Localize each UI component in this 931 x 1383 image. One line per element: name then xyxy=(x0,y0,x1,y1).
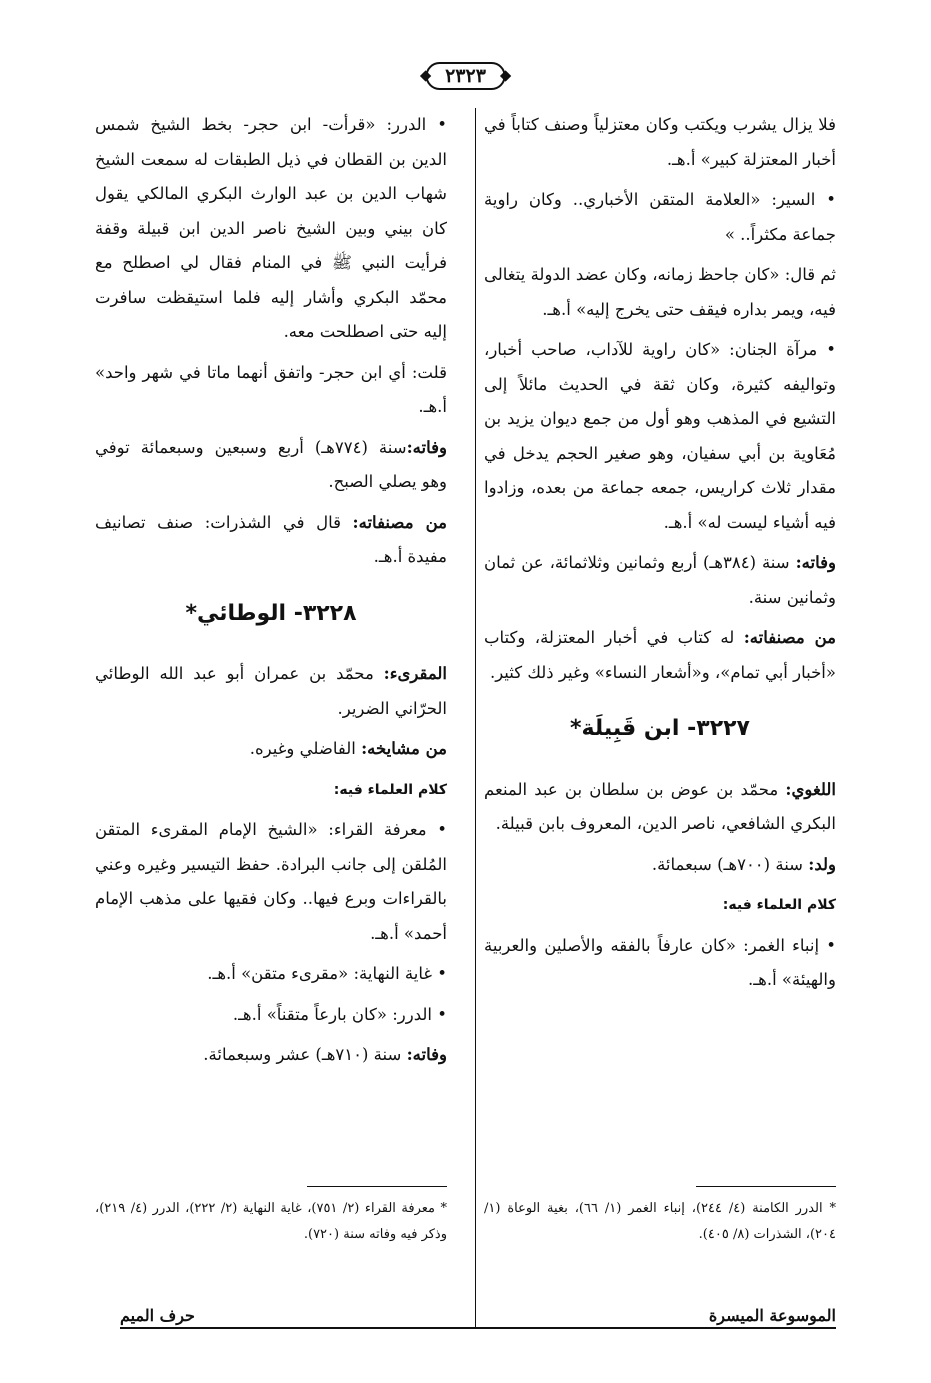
paragraph xyxy=(95,657,447,726)
paragraph: • الدرر: «كان بارعاً متقناً» أ.هـ. xyxy=(232,1004,447,1024)
paragraph xyxy=(95,1038,447,1073)
field-value: سنة (٣٨٤هـ) أربع وثمانين وثلاثمائة، عن ثمان وثمانين سنة. xyxy=(484,553,836,607)
field-label: وفاته: xyxy=(795,553,836,572)
paragraph xyxy=(484,848,836,883)
field-label: من مصنفاته: xyxy=(352,512,447,532)
field-value: له كتاب في أخبار المعتزلة، وكتاب «أخبار أبي تمام»، و«أشعار النساء» وغير ذلك كثير. xyxy=(484,628,836,682)
paragraph: • معرفة القراء: «الشيخ الإمام المقرىء المتقن المُلقن إلى جانب البرادة. حفظ التيسير وغيره وعني بالقراءات وبرع فيها.. وكان فقيها على مذهب الإمام أحمد» أ.هـ. xyxy=(95,820,447,943)
right-column xyxy=(484,108,836,1004)
paragraph: • مرآة الجنان: «كان راوية للآداب، صاحب أخبار، وتواليفه كثيرة، وكان ثقة في الحديث مائلاً إلى التشيع في المذهب وهو أول من جمع ديوان يزيد بن مُعَاوية بن أبي سفيان، وهو صغير الحجم يدخل في مقدار ثلاث كراريس، جمعه جماعة من بعده، وزادوا فيه أشياء ليست له» أ.هـ. xyxy=(484,340,836,532)
paragraph: • الدرر: «قرأت- ابن حجر- بخط الشيخ شمس الدين بن القطان في ذيل الطبقات له سمعت الشيخ شهاب الدين بن عبد الوارث البكري المالكي يقول كان بيني وبين الشيخ ناصر الدين ابن قبيلة وقفة فرأيت النبي ﷺ في المنام فقال لي اصطلح مع محمّد البكري وأشار إليه فلما استيقظت سافرت إليه حتى اصطلحت معه. xyxy=(95,115,447,341)
field-label: وفاته: xyxy=(406,1045,447,1064)
paragraph xyxy=(95,506,447,575)
field-value: سنة (٧١٠هـ) عشر وسبعمائة. xyxy=(203,1045,407,1064)
field-label: من مصنفاته: xyxy=(743,628,836,647)
section-subheading: كلام العلماء فيه: xyxy=(722,897,836,913)
paragraph xyxy=(484,546,836,615)
footer-section-title: حرف الميم xyxy=(120,1306,201,1325)
paragraph xyxy=(95,431,447,500)
footnote-left: * معرفة القراء (٢/ ٧٥١)، غاية النهاية (٢/ ٢٢٢)، الدرر (٤/ ٢١٩)، وذكر فيه وفاته سنة (٧٢٠). xyxy=(95,1201,448,1242)
field-label: من مشايخه: xyxy=(361,739,447,758)
section-subheading: كلام العلماء فيه: xyxy=(333,781,447,798)
footnote-right: * الدرر الكامنة (٤/ ٢٤٤)، إنباء الغمر (١/ ٦٦)، بغية الوعاة (١/ ٢٠٤)، الشذرات (٨/ ٤٠٥). xyxy=(484,1201,837,1242)
field-value: سنة (٧٠٠هـ) سبعمائة. xyxy=(651,854,809,874)
paragraph xyxy=(484,773,836,842)
page-footer xyxy=(120,1297,836,1329)
field-label: اللغوي: xyxy=(785,779,836,799)
field-value: الفاضلي وغيره. xyxy=(249,739,362,758)
left-column xyxy=(95,108,447,1079)
field-label: المقرىء: xyxy=(383,664,447,683)
footer-book-title: الموسوعة الميسرة xyxy=(703,1306,836,1325)
field-value: سنة (٧٧٤هـ) أربع وسبعين وسبعمائة توفي وهو يصلي الصبح. xyxy=(95,437,447,491)
field-value: محمّد بن عمران أبو عبد الله الوطائي الحرّاني الضرير. xyxy=(95,664,447,718)
field-value: قال في الشذرات: صنف تصانيف مفيدة أ.هـ. xyxy=(95,512,447,566)
entry-heading: ٣٢٢٧- ابن قَبِيلَة* xyxy=(570,716,750,741)
entry-heading: ٣٢٢٨- الوطائي* xyxy=(185,600,357,626)
paragraph: فلا يزال يشرب ويكتب وكان معتزلياً وصنف كتاباً في أخبار المعتزلة كبير» أ.هـ. xyxy=(484,115,836,169)
paragraph: • غاية النهاية: «مقرىء متقن» أ.هـ. xyxy=(207,964,447,983)
field-label: ولد: xyxy=(808,854,836,874)
footnote-rule xyxy=(307,1186,447,1187)
field-value: محمّد بن عوض بن سلطان بن عبد المنعم البكري الشافعي، ناصر الدين، المعروف بابن قبيلة. xyxy=(484,779,836,833)
paragraph: ثم قال: «كان جاحظ زمانه، وكان عضد الدولة يتغالى فيه، ويمر بداره فيقف حتى يخرج إليه» أ.هـ. xyxy=(483,265,836,319)
footnote-rule xyxy=(696,1186,836,1187)
paragraph: • السير: «العلامة المتقن الأخباري.. وكان راوية جماعة مكثراً.. » xyxy=(484,190,836,244)
paragraph: • إنباء الغمر: «كان عارفاً بالفقه والأصلين والعربية والهيئة» أ.هـ. xyxy=(484,935,836,989)
paragraph: قلت: أي ابن حجر- واتفق أنهما ماتا في شهر واحد» أ.هـ. xyxy=(95,362,447,416)
paragraph xyxy=(484,621,836,690)
paragraph xyxy=(95,732,447,767)
field-label: وفاته: xyxy=(406,437,447,457)
column-divider xyxy=(475,108,476,1328)
page-number: ٢٣٢٣ xyxy=(425,62,506,90)
